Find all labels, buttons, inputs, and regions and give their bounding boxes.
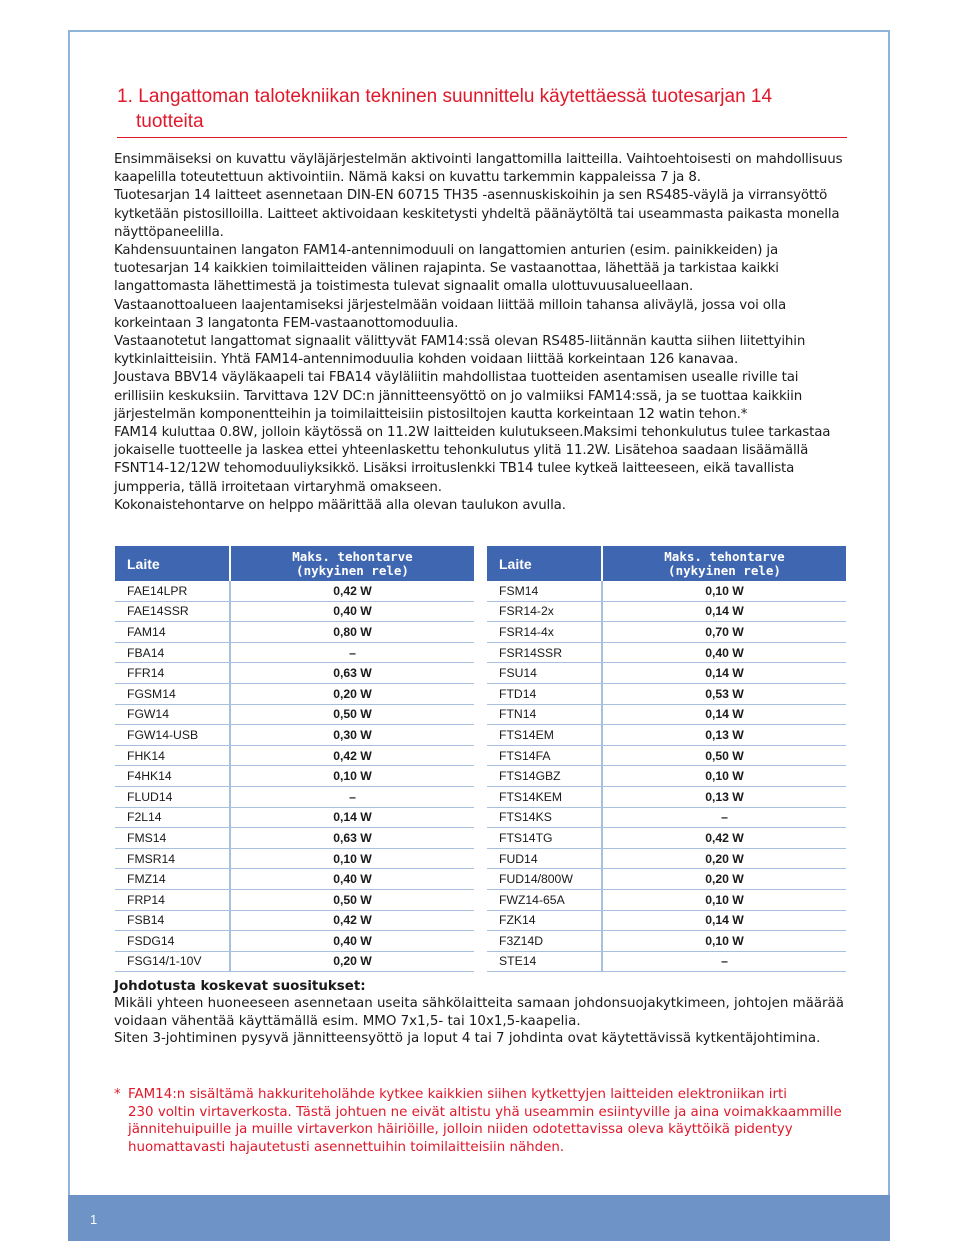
wiring-text: Siten 3-johtiminen pysyvä jännitteensyöttö ja loput 4 tai 7 johdinta ovat käytettävissä kytkentäjohtimina. <box>114 1031 821 1047</box>
column-header-power <box>602 546 846 581</box>
device-name-cell: FTS14KEM <box>487 786 602 807</box>
power-value-cell: 0,50 W <box>602 745 846 766</box>
power-header-line1: Maks. tehontarve <box>664 548 785 564</box>
power-header-line2: (nykyinen rele) <box>296 562 409 578</box>
table-row <box>115 581 474 601</box>
title-divider <box>117 137 847 138</box>
table-row <box>487 889 846 910</box>
column-header-device: Laite <box>487 546 602 581</box>
device-name-cell: FRP14 <box>115 889 230 910</box>
device-name-cell: F4HK14 <box>115 766 230 787</box>
table-row <box>487 807 846 828</box>
table-body <box>115 581 474 972</box>
power-value-cell: 0,14 W <box>602 601 846 622</box>
table-row <box>487 910 846 931</box>
table-row <box>487 642 846 663</box>
footnote <box>114 1086 854 1156</box>
device-name-cell: FLUD14 <box>115 786 230 807</box>
power-value-cell: 0,14 W <box>230 807 474 828</box>
table-row <box>487 622 846 643</box>
power-value-cell: 0,20 W <box>230 683 474 704</box>
device-name-cell: FSM14 <box>487 581 602 601</box>
power-value-cell: – <box>602 951 846 972</box>
page-number: 1 <box>90 1212 98 1227</box>
power-value-cell: 0,53 W <box>602 683 846 704</box>
power-value-cell: 0,40 W <box>230 869 474 890</box>
section-title <box>117 84 847 134</box>
power-value-cell: 0,80 W <box>230 622 474 643</box>
table-row <box>487 683 846 704</box>
table-row <box>115 663 474 684</box>
wiring-text: Mikäli yhteen huoneeseen asennetaan useita sähkölaitteita samaan johdonsuojakytkimeen, johtojen määrää voidaan vähentää käyttämällä esim. MMO 7x1,5- tai 10x1,5-kaapelia. <box>114 996 844 1029</box>
device-name-cell: FTS14FA <box>487 745 602 766</box>
device-name-cell: FTS14TG <box>487 828 602 849</box>
device-name-cell: FSR14SSR <box>487 642 602 663</box>
device-name-cell: FGW14 <box>115 704 230 725</box>
power-value-cell: 0,14 W <box>602 663 846 684</box>
table-row <box>487 663 846 684</box>
wiring-heading: Johdotusta koskevat suositukset: <box>114 979 366 994</box>
power-value-cell: 0,10 W <box>230 766 474 787</box>
device-name-cell: F2L14 <box>115 807 230 828</box>
power-value-cell: 0,70 W <box>602 622 846 643</box>
device-name-cell: FHK14 <box>115 745 230 766</box>
wiring-recommendations <box>114 978 854 1048</box>
column-header-power <box>230 546 474 581</box>
power-value-cell: 0,50 W <box>230 889 474 910</box>
power-value-cell: 0,10 W <box>230 848 474 869</box>
device-name-cell: FTD14 <box>487 683 602 704</box>
device-name-cell: FAE14SSR <box>115 601 230 622</box>
power-value-cell: 0,10 W <box>602 931 846 952</box>
device-name-cell: FSDG14 <box>115 931 230 952</box>
table-row <box>115 889 474 910</box>
table-row <box>115 910 474 931</box>
table-row <box>115 683 474 704</box>
power-header-line1: Maks. tehontarve <box>292 548 413 564</box>
table-row <box>487 745 846 766</box>
table-row <box>115 931 474 952</box>
device-name-cell: FBA14 <box>115 642 230 663</box>
footnote-rest: 230 voltin virtaverkosta. Tästä johtuen ne eivät altistu yhä useammin esiintyville ja aina voimakkaammille jännitehuipuille ja muille virtaverkon häiriöille, jolloin niiden odotettavissa oleva käyttöikä pidentyy huomattavasti hajautetusti asennettuihin toimilaitteisiin nähden. <box>128 1104 842 1155</box>
table-row <box>487 704 846 725</box>
power-value-cell: 0,63 W <box>230 663 474 684</box>
section-title-line2: tuotteita <box>136 111 204 132</box>
power-value-cell: 0,10 W <box>602 581 846 601</box>
table-row <box>487 581 846 601</box>
table-row <box>487 725 846 746</box>
device-name-cell: FMS14 <box>115 828 230 849</box>
table-row <box>115 622 474 643</box>
table-row <box>115 766 474 787</box>
power-value-cell: 0,50 W <box>230 704 474 725</box>
power-value-cell: 0,20 W <box>602 848 846 869</box>
device-name-cell: FZK14 <box>487 910 602 931</box>
table-row <box>115 848 474 869</box>
power-value-cell: – <box>230 786 474 807</box>
table-row <box>115 807 474 828</box>
power-value-cell: 0,40 W <box>602 642 846 663</box>
table-row <box>115 642 474 663</box>
power-value-cell: 0,20 W <box>230 951 474 972</box>
table-row <box>115 725 474 746</box>
table-row <box>487 766 846 787</box>
power-value-cell: 0,14 W <box>602 704 846 725</box>
footnote-line1: FAM14:n sisältämä hakkuriteholähde kytkee kaikkien siihen kytkettyjen laitteiden elektroniikan irti <box>128 1087 788 1102</box>
power-header-line2: (nykyinen rele) <box>668 562 781 578</box>
device-name-cell: FMSR14 <box>115 848 230 869</box>
device-name-cell: FAE14LPR <box>115 581 230 601</box>
table-row <box>115 786 474 807</box>
power-value-cell: 0,42 W <box>230 910 474 931</box>
table-row <box>115 951 474 972</box>
device-name-cell: FUD14 <box>487 848 602 869</box>
device-name-cell: FSR14-2x <box>487 601 602 622</box>
device-name-cell: FFR14 <box>115 663 230 684</box>
table-row <box>487 951 846 972</box>
power-value-cell: 0,13 W <box>602 786 846 807</box>
power-value-cell: – <box>230 642 474 663</box>
device-name-cell: F3Z14D <box>487 931 602 952</box>
table-row <box>115 828 474 849</box>
power-table-left <box>115 546 474 972</box>
device-name-cell: FUD14/800W <box>487 869 602 890</box>
table-row <box>115 601 474 622</box>
device-name-cell: STE14 <box>487 951 602 972</box>
power-value-cell: 0,40 W <box>230 931 474 952</box>
power-value-cell: 0,42 W <box>230 581 474 601</box>
power-value-cell: 0,42 W <box>602 828 846 849</box>
power-value-cell: 0,42 W <box>230 745 474 766</box>
power-value-cell: 0,14 W <box>602 910 846 931</box>
device-name-cell: FSB14 <box>115 910 230 931</box>
table-row <box>487 828 846 849</box>
power-value-cell: 0,30 W <box>230 725 474 746</box>
table-body <box>487 581 846 972</box>
table-row <box>487 786 846 807</box>
table-row <box>487 848 846 869</box>
table-row <box>115 869 474 890</box>
power-value-cell: 0,63 W <box>230 828 474 849</box>
power-value-cell: 0,10 W <box>602 766 846 787</box>
device-name-cell: FGSM14 <box>115 683 230 704</box>
section-number: 1. <box>117 86 133 107</box>
device-name-cell: FAM14 <box>115 622 230 643</box>
device-name-cell: FSU14 <box>487 663 602 684</box>
table-row <box>487 601 846 622</box>
footnote-marker: * <box>114 1087 121 1102</box>
paragraph: Joustava BBV14 väyläkaapeli tai FBA14 väyläliitin mahdollistaa tuotteiden asentamisen usealle riville tai erillisiin keskuksiin. Tarvittava 12V DC:n jännitteensyöttö on jo valmiiksi FAM14:ssä, ja se tuottaa kaikkiin järjestelmän komponentteihin ja toimilaitteisiin pistosiltojen kautta korkeintaan 12 watin tehon.* <box>114 370 803 422</box>
table-row <box>115 704 474 725</box>
device-name-cell: FTN14 <box>487 704 602 725</box>
intro-text <box>114 151 849 515</box>
power-table-right <box>487 546 846 972</box>
table-row <box>487 869 846 890</box>
paragraph: Vastaanottoalueen laajentamiseksi järjestelmään voidaan liittää milloin tahansa aliväylä, jossa voi olla korkeintaan 3 langatonta FEM-vastaanottomoduulia. <box>114 297 787 331</box>
paragraph: Vastaanotetut langattomat signaalit välittyvät FAM14:ssä olevan RS485-liitännän kautta siihen liitettyihin kytkinlaitteisiin. Yhtä FAM14-antennimoduulia kohden voidaan liittää korkeintaan 126 kanavaa. <box>114 334 806 368</box>
device-name-cell: FTS14EM <box>487 725 602 746</box>
power-value-cell: 0,10 W <box>602 889 846 910</box>
footer-band <box>68 1195 890 1241</box>
power-value-cell: 0,13 W <box>602 725 846 746</box>
paragraph: Tuotesarjan 14 laitteet asennetaan DIN-EN 60715 TH35 -asennuskiskoihin ja sen RS485-väylä ja virransyöttö kytketään pistosilloilla. Laitteet aktivoidaan keskitetysti yhdeltä päänäytöltä tai useammasta paikasta monella näyttöpaneelilla. <box>114 188 840 240</box>
device-name-cell: FGW14-USB <box>115 725 230 746</box>
paragraph: FAM14 kuluttaa 0.8W, jolloin käytössä on 11.2W laitteiden kulutukseen.Maksimi tehonkulutus tulee tarkastaa jokaiselle tuotteelle ja laskea ettei yhteenlaskettu tehonkulutus ylitä 11.2W. Lisätehoa saadaan lisäämällä FSNT14-12/12W tehomoduuliyksikkö. Lisäksi irroituslenkki TB14 tulee kytkeä laitteeseen, eikä tavallista jumpperia, tällä irroitetaan virtaryhmä omakseen. <box>114 425 831 495</box>
paragraph: Ensimmäiseksi on kuvattu väyläjärjestelmän aktivointi langattomilla laitteilla. Vaihtoehtoisesti on mahdollisuus kaapelilla toteutettuun aktivointiin. Nämä kaksi on kuvattu tarkemmin kappaleissa 7 ja 8. <box>114 152 843 186</box>
power-value-cell: 0,20 W <box>602 869 846 890</box>
device-name-cell: FSR14-4x <box>487 622 602 643</box>
power-value-cell: 0,40 W <box>230 601 474 622</box>
paragraph: Kahdensuuntainen langaton FAM14-antennimoduuli on langattomien anturien (esim. painikkeiden) ja tuotesarjan 14 kaikkien toimilaitteiden välinen rajapinta. Se vastaanottaa, lähettää ja tarkistaa kaikki langattomasta lähettimestä ja toistimesta tulevat signaalit omalla ulottuvuusalueellaan. <box>114 243 779 295</box>
table-row <box>115 745 474 766</box>
device-name-cell: FWZ14-65A <box>487 889 602 910</box>
section-title-line1: Langattoman talotekniikan tekninen suunnittelu käytettäessä tuotesarjan 14 <box>138 86 773 107</box>
column-header-device: Laite <box>115 546 230 581</box>
power-value-cell: – <box>602 807 846 828</box>
device-name-cell: FTS14KS <box>487 807 602 828</box>
device-name-cell: FTS14GBZ <box>487 766 602 787</box>
table-row <box>487 931 846 952</box>
device-name-cell: FMZ14 <box>115 869 230 890</box>
paragraph: Kokonaistehontarve on helppo määrittää alla olevan taulukon avulla. <box>114 497 566 513</box>
device-name-cell: FSG14/1-10V <box>115 951 230 972</box>
